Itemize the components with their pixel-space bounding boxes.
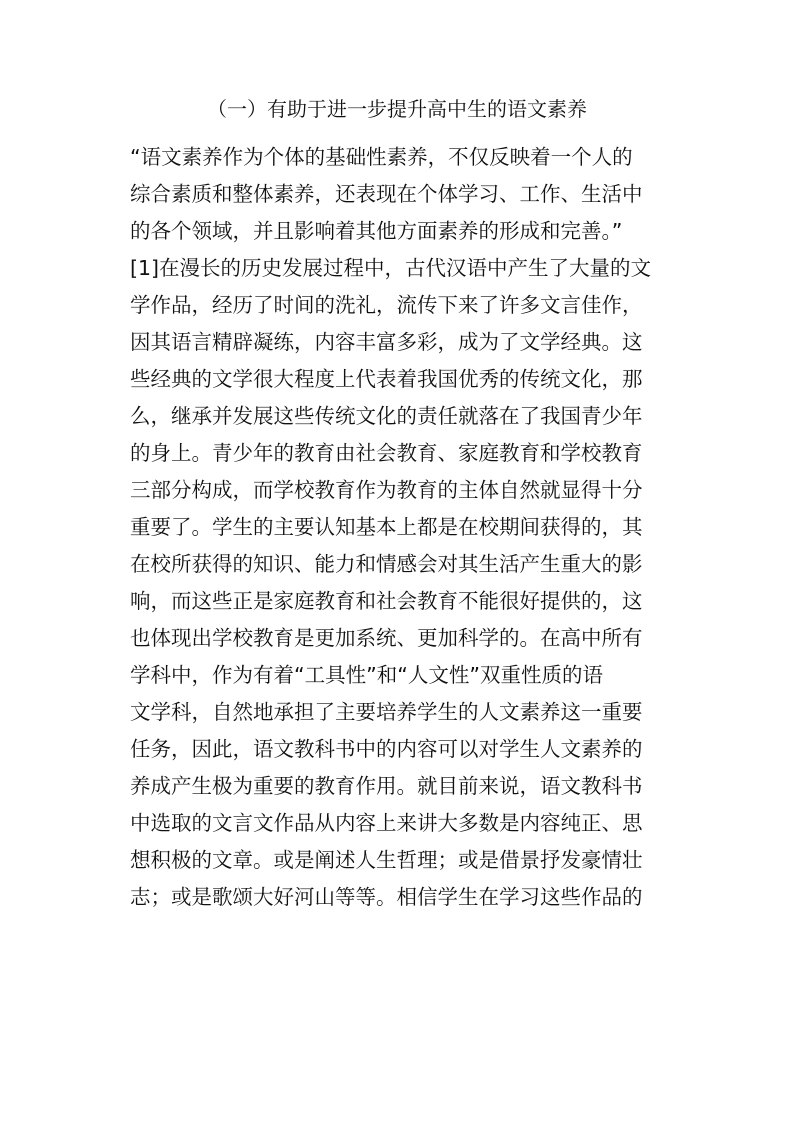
body-text-line: 么，继承并发展这些传统文化的责任就落在了我国青少年 <box>130 404 643 428</box>
body-text-line: 志；或是歌颂大好河山等等。相信学生在学习这些作品的 <box>130 885 643 909</box>
body-text-line: 综合素质和整体素养，还表现在个体学习、工作、生活中 <box>130 182 643 206</box>
body-text-line: “语文素养作为个体的基础性素养，不仅反映着一个人的 <box>130 145 633 169</box>
body-text-line: 三部分构成，而学校教育作为教育的主体自然就显得十分 <box>130 478 643 502</box>
body-text-line: 文学科，自然地承担了主要培养学生的人文素养这一重要 <box>130 700 643 724</box>
section-heading: （一）有助于进一步提升高中生的语文素养 <box>207 97 587 121</box>
body-text-line: 养成产生极为重要的教育作用。就目前来说，语文教科书 <box>130 774 643 798</box>
body-text-line: 的各个领域，并且影响着其他方面素养的形成和完善。” <box>130 219 623 243</box>
body-text-line: 在校所获得的知识、能力和情感会对其生活产生重大的影 <box>130 552 643 576</box>
body-text-line: 重要了。学生的主要认知基本上都是在校期间获得的，其 <box>130 515 643 539</box>
body-text-line: 学作品，经历了时间的洗礼，流传下来了许多文言佳作， <box>130 293 643 317</box>
body-text-line: [1]在漫长的历史发展过程中，古代汉语中产生了大量的文 <box>130 256 652 280</box>
body-text-line: 因其语言精辟凝练，内容丰富多彩，成为了文学经典。这 <box>130 330 643 354</box>
body-text-line: 些经典的文学很大程度上代表着我国优秀的传统文化，那 <box>130 367 643 391</box>
body-text-line: 学科中，作为有着“工具性”和“人文性”双重性质的语 <box>130 663 603 687</box>
body-text-line: 的身上。青少年的教育由社会教育、家庭教育和学校教育 <box>130 441 643 465</box>
body-text-line: 中选取的文言文作品从内容上来讲大多数是内容纯正、思 <box>130 811 643 835</box>
body-text-line: 响，而这些正是家庭教育和社会教育不能很好提供的，这 <box>130 589 643 613</box>
body-text-line: 任务，因此，语文教科书中的内容可以对学生人文素养的 <box>130 737 643 761</box>
body-text-line: 想积极的文章。或是阐述人生哲理；或是借景抒发豪情壮 <box>130 848 643 872</box>
body-text-line: 也体现出学校教育是更加系统、更加科学的。在高中所有 <box>130 626 643 650</box>
